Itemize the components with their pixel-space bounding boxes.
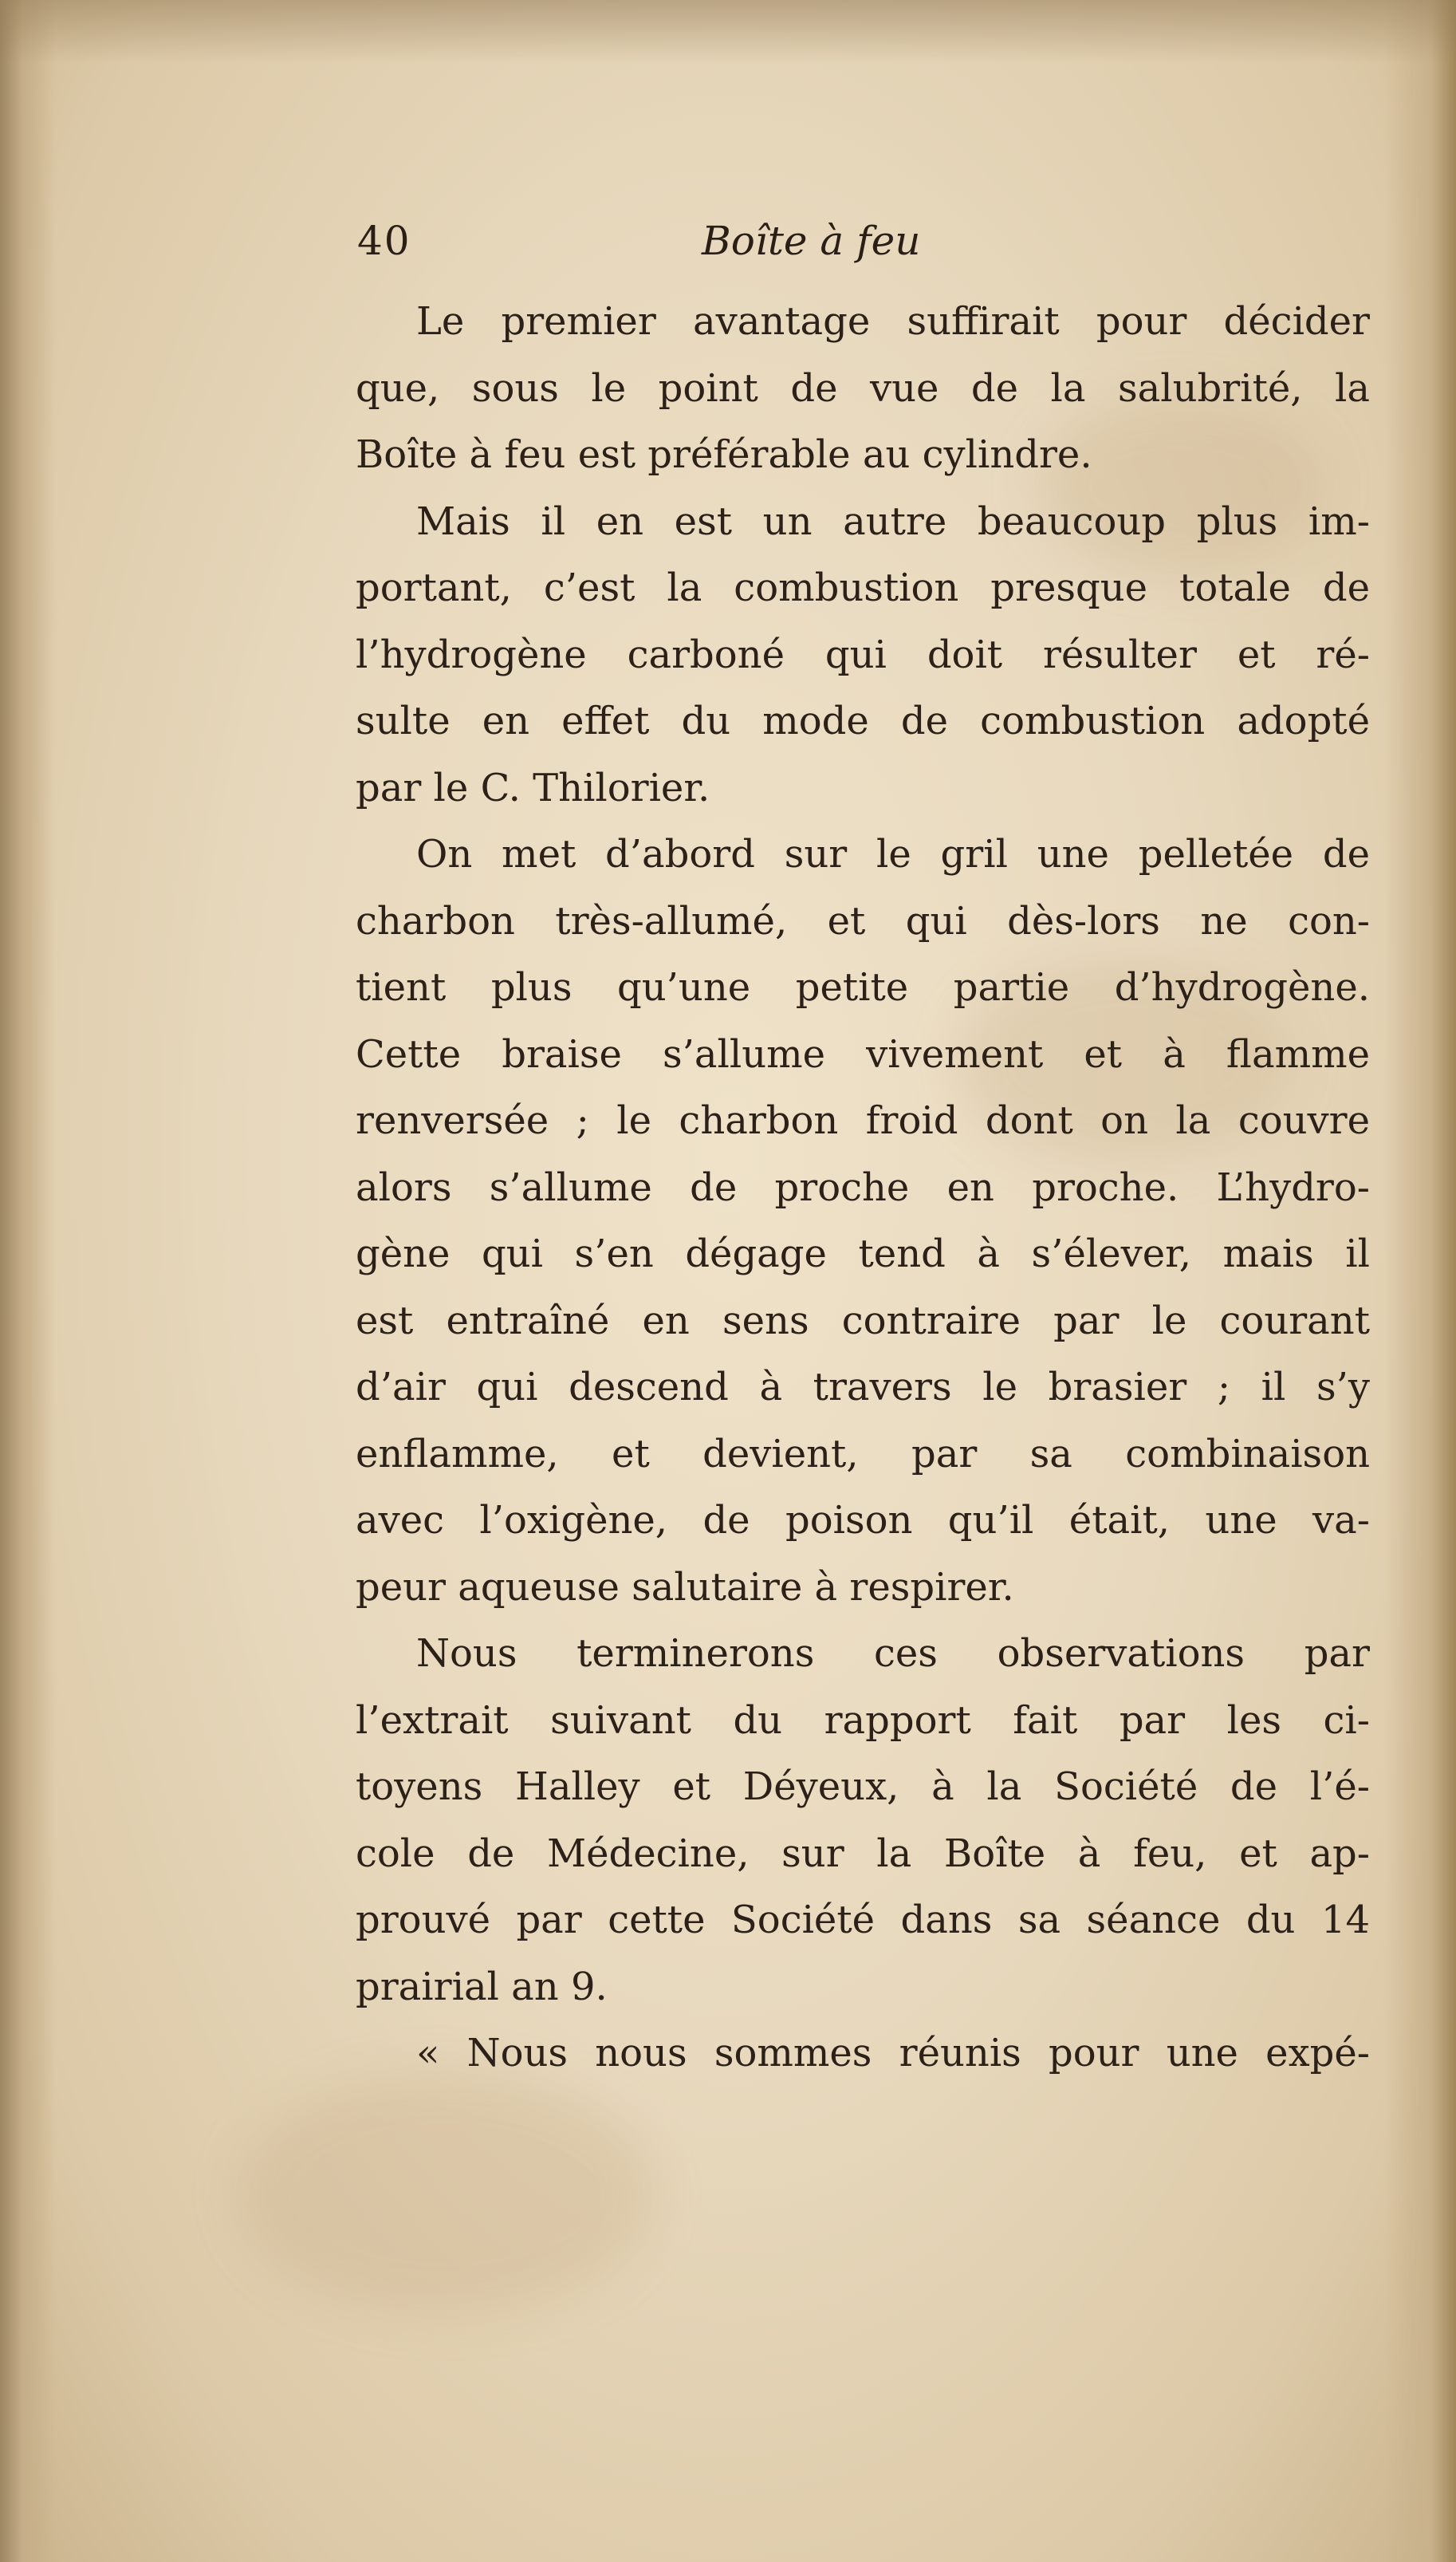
text-line: l’extrait suivant du rapport fait par les ci- [356,1697,1370,1743]
text-line: prairial an 9. [356,1964,608,2009]
body-text [356,289,1370,2087]
text-line: cole de Médecine, sur la Boîte à feu, et ap- [356,1831,1370,1876]
text-line: Nous terminerons ces observations par [416,1631,1370,1676]
text-line: par le C. Thilorier. [356,765,710,810]
text-line: enflamme, et devient, par sa combinaison [356,1431,1370,1476]
paper-stain [239,2074,654,2313]
text-line: « Nous nous sommes réunis pour une expé- [416,2031,1370,2075]
text-line: avec l’oxigène, de poison qu’il était, une va- [356,1498,1370,1543]
text-line: gène qui s’en dégage tend à s’élever, mais il [356,1232,1370,1276]
page-edge-shadow [1384,0,1456,2562]
page-number: 40 [357,218,411,264]
text-line: charbon très-allumé, et qui dès-lors ne con- [356,898,1370,944]
text-line: prouvé par cette Société dans sa séance du 14 [356,1898,1370,1942]
text-line: d’air qui descend à travers le brasier ; il s’y [356,1365,1370,1409]
text-line: que, sous le point de vue de la salubrité, la [356,365,1370,411]
text-line: toyens Halley et Déyeux, à la Société de l’é- [356,1764,1370,1809]
text-line: alors s’allume de proche en proche. L’hydro- [356,1165,1370,1210]
page-gutter-shadow [0,0,56,2562]
text-line: renversée ; le charbon froid dont on la couvre [356,1098,1370,1143]
text-line: Boîte à feu est préférable au cylindre. [356,432,1092,477]
text-line: portant, c’est la combustion presque totale de [356,566,1370,610]
page-top-shadow [0,0,1456,64]
text-line: Cette braise s’allume vivement et à flamme [356,1031,1370,1077]
text-line: Mais il en est un autre beaucoup plus im- [416,499,1370,544]
text-line: l’hydrogène carboné qui doit résulter et ré- [356,632,1370,677]
text-line: On met d’abord sur le gril une pelletée de [416,832,1370,877]
text-line: tient plus qu’une petite partie d’hydrogène. [356,965,1370,1010]
text-line: Le premier avantage suffirait pour décider [416,299,1370,344]
running-title: Boîte à feu [702,218,921,264]
page-header [357,209,1043,273]
text-line: sulte en effet du mode de combustion adopté [356,699,1370,743]
text-line: peur aqueuse salutaire à respirer. [356,1564,1014,1610]
text-line: est entraîné en sens contraire par le courant [356,1298,1370,1343]
